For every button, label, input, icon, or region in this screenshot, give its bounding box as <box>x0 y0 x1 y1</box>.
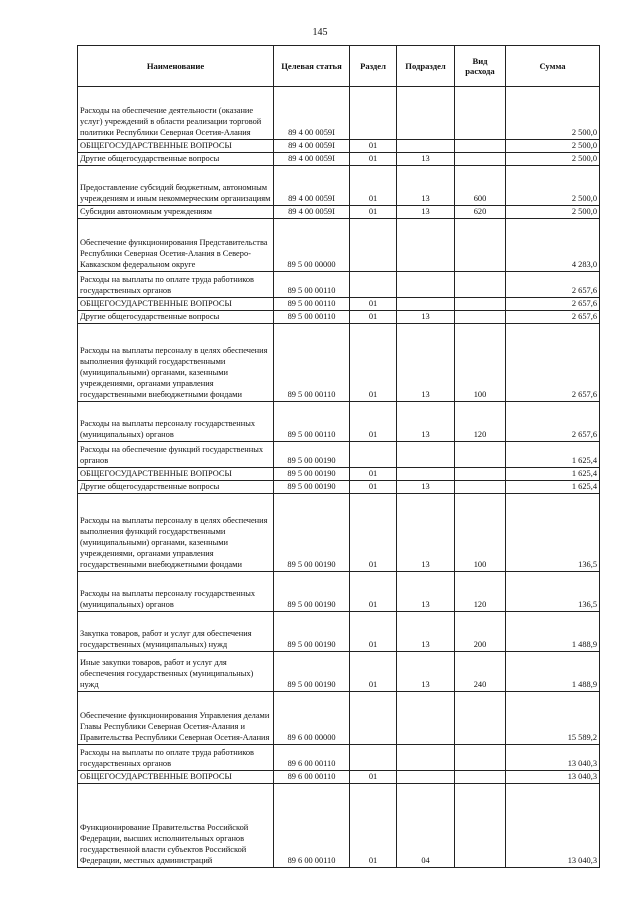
cell-section: 01 <box>350 206 397 219</box>
cell-name: Другие общегосударственные вопросы <box>78 311 274 324</box>
cell-sum: 2 657,6 <box>506 324 600 402</box>
cell-name: Расходы на выплаты персоналу в целях обеспечения выполнения функций государственными (муниципальными) органами, казенными учреждениями, органами управления государственными внебюджетными фондами <box>78 324 274 402</box>
table-row <box>78 784 600 868</box>
cell-kind <box>455 784 506 868</box>
cell-sum: 2 500,0 <box>506 140 600 153</box>
cell-kind <box>455 692 506 745</box>
cell-sum: 2 657,6 <box>506 272 600 298</box>
table-row <box>78 481 600 494</box>
cell-kind <box>455 153 506 166</box>
cell-subsection: 13 <box>397 481 455 494</box>
cell-subsection: 13 <box>397 494 455 572</box>
cell-kind: 100 <box>455 494 506 572</box>
table-row <box>78 494 600 572</box>
cell-sum: 2 657,6 <box>506 298 600 311</box>
cell-kind <box>455 442 506 468</box>
cell-sum: 1 488,9 <box>506 612 600 652</box>
cell-section: 01 <box>350 311 397 324</box>
table-row <box>78 298 600 311</box>
cell-name: Обеспечение функционирования Представительства Республики Северная Осетия-Алания в Северо-Кавказском федеральном округе <box>78 219 274 272</box>
cell-sum: 2 500,0 <box>506 206 600 219</box>
cell-subsection <box>397 272 455 298</box>
cell-name: Иные закупки товаров, работ и услуг для обеспечения государственных (муниципальных) нужд <box>78 652 274 692</box>
cell-code: 89 4 00 0059I <box>274 206 350 219</box>
cell-kind: 620 <box>455 206 506 219</box>
cell-name: ОБЩЕГОСУДАРСТВЕННЫЕ ВОПРОСЫ <box>78 298 274 311</box>
cell-sum: 136,5 <box>506 572 600 612</box>
cell-subsection <box>397 745 455 771</box>
cell-kind: 120 <box>455 572 506 612</box>
cell-kind <box>455 311 506 324</box>
cell-code: 89 4 00 0059I <box>274 153 350 166</box>
cell-kind <box>455 298 506 311</box>
cell-name: Предоставление субсидий бюджетным, автономным учреждениям и иным некоммерческим организациям <box>78 166 274 206</box>
cell-section <box>350 87 397 140</box>
table-row <box>78 402 600 442</box>
cell-subsection: 13 <box>397 402 455 442</box>
page-number: 145 <box>312 27 328 38</box>
cell-sum: 13 040,3 <box>506 745 600 771</box>
cell-code: 89 4 00 0059I <box>274 166 350 206</box>
cell-kind: 240 <box>455 652 506 692</box>
cell-name: Другие общегосударственные вопросы <box>78 481 274 494</box>
cell-section <box>350 692 397 745</box>
cell-code: 89 5 00 00190 <box>274 468 350 481</box>
cell-section: 01 <box>350 784 397 868</box>
cell-kind <box>455 272 506 298</box>
cell-kind <box>455 481 506 494</box>
cell-subsection: 13 <box>397 311 455 324</box>
header-section: Раздел <box>350 46 397 87</box>
cell-section: 01 <box>350 494 397 572</box>
cell-section: 01 <box>350 652 397 692</box>
header-sum: Сумма <box>506 46 600 87</box>
cell-code: 89 5 00 00190 <box>274 652 350 692</box>
table-row <box>78 652 600 692</box>
table-row <box>78 219 600 272</box>
cell-code: 89 6 00 00110 <box>274 784 350 868</box>
cell-kind <box>455 140 506 153</box>
cell-section <box>350 442 397 468</box>
cell-sum: 2 500,0 <box>506 153 600 166</box>
header-expense-kind: Вид расхода <box>455 46 506 87</box>
cell-name: ОБЩЕГОСУДАРСТВЕННЫЕ ВОПРОСЫ <box>78 468 274 481</box>
table-row <box>78 166 600 206</box>
cell-subsection <box>397 468 455 481</box>
cell-kind <box>455 745 506 771</box>
cell-kind <box>455 771 506 784</box>
cell-section: 01 <box>350 166 397 206</box>
budget-table <box>77 45 600 868</box>
cell-code: 89 6 00 00110 <box>274 745 350 771</box>
cell-section: 01 <box>350 298 397 311</box>
cell-code: 89 6 00 00110 <box>274 771 350 784</box>
header-target-article: Целевая статья <box>274 46 350 87</box>
cell-subsection <box>397 219 455 272</box>
cell-name: Расходы на выплаты по оплате труда работников государственных органов <box>78 745 274 771</box>
cell-name: Расходы на обеспечение функций государственных органов <box>78 442 274 468</box>
cell-section: 01 <box>350 153 397 166</box>
cell-subsection: 04 <box>397 784 455 868</box>
table-row <box>78 206 600 219</box>
cell-sum: 15 589,2 <box>506 692 600 745</box>
cell-section: 01 <box>350 468 397 481</box>
cell-section: 01 <box>350 771 397 784</box>
table-row <box>78 140 600 153</box>
cell-name: Расходы на обеспечение деятельности (оказание услуг) учреждений в области реализации торговой политики Республики Северная Осетия-Алания <box>78 87 274 140</box>
cell-section: 01 <box>350 140 397 153</box>
cell-sum: 2 657,6 <box>506 311 600 324</box>
table-row <box>78 612 600 652</box>
cell-kind: 100 <box>455 324 506 402</box>
cell-code: 89 5 00 00000 <box>274 219 350 272</box>
cell-sum: 2 657,6 <box>506 402 600 442</box>
cell-name: Обеспечение функционирования Управления делами Главы Республики Северная Осетия-Алания и Правительства Республики Северная Осетия-Алания <box>78 692 274 745</box>
cell-name: Закупка товаров, работ и услуг для обеспечения государственных (муниципальных) нужд <box>78 612 274 652</box>
cell-code: 89 5 00 00110 <box>274 324 350 402</box>
cell-sum: 2 500,0 <box>506 87 600 140</box>
table-row <box>78 468 600 481</box>
cell-code: 89 4 00 0059I <box>274 87 350 140</box>
cell-subsection: 13 <box>397 324 455 402</box>
cell-subsection: 13 <box>397 572 455 612</box>
header-subsection: Подраздел <box>397 46 455 87</box>
table-row <box>78 153 600 166</box>
cell-code: 89 5 00 00110 <box>274 402 350 442</box>
cell-code: 89 5 00 00190 <box>274 442 350 468</box>
cell-code: 89 5 00 00190 <box>274 494 350 572</box>
table-row <box>78 692 600 745</box>
cell-subsection <box>397 298 455 311</box>
table-row <box>78 87 600 140</box>
cell-section <box>350 745 397 771</box>
cell-name: Расходы на выплаты персоналу государственных (муниципальных) органов <box>78 572 274 612</box>
cell-code: 89 5 00 00110 <box>274 272 350 298</box>
cell-subsection <box>397 140 455 153</box>
cell-sum: 1 625,4 <box>506 442 600 468</box>
cell-sum: 1 625,4 <box>506 468 600 481</box>
cell-subsection <box>397 87 455 140</box>
cell-section: 01 <box>350 572 397 612</box>
cell-name: Расходы на выплаты персоналу в целях обеспечения выполнения функций государственными (муниципальными) органами, казенными учреждениями, органами управления государственными внебюджетными фондами <box>78 494 274 572</box>
cell-sum: 13 040,3 <box>506 784 600 868</box>
cell-code: 89 5 00 00190 <box>274 481 350 494</box>
cell-sum: 13 040,3 <box>506 771 600 784</box>
cell-subsection: 13 <box>397 153 455 166</box>
cell-name: ОБЩЕГОСУДАРСТВЕННЫЕ ВОПРОСЫ <box>78 140 274 153</box>
cell-code: 89 5 00 00190 <box>274 572 350 612</box>
cell-kind: 120 <box>455 402 506 442</box>
cell-name: Расходы на выплаты по оплате труда работников государственных органов <box>78 272 274 298</box>
cell-sum: 2 500,0 <box>506 166 600 206</box>
cell-section: 01 <box>350 402 397 442</box>
cell-section: 01 <box>350 612 397 652</box>
cell-name: Функционирование Правительства Российской Федерации, высших исполнительных органов государственной власти субъектов Российской Федерации, местных администраций <box>78 784 274 868</box>
cell-subsection <box>397 442 455 468</box>
cell-kind <box>455 87 506 140</box>
table-row <box>78 272 600 298</box>
cell-code: 89 5 00 00190 <box>274 612 350 652</box>
cell-section: 01 <box>350 481 397 494</box>
cell-sum: 136,5 <box>506 494 600 572</box>
cell-subsection: 13 <box>397 206 455 219</box>
cell-subsection: 13 <box>397 612 455 652</box>
cell-name: ОБЩЕГОСУДАРСТВЕННЫЕ ВОПРОСЫ <box>78 771 274 784</box>
cell-section <box>350 219 397 272</box>
cell-kind: 200 <box>455 612 506 652</box>
table-row <box>78 745 600 771</box>
cell-sum: 1 488,9 <box>506 652 600 692</box>
cell-code: 89 5 00 00110 <box>274 298 350 311</box>
cell-code: 89 5 00 00110 <box>274 311 350 324</box>
table-row <box>78 311 600 324</box>
cell-name: Расходы на выплаты персоналу государственных (муниципальных) органов <box>78 402 274 442</box>
cell-sum: 1 625,4 <box>506 481 600 494</box>
cell-code: 89 4 00 0059I <box>274 140 350 153</box>
table-row <box>78 442 600 468</box>
cell-kind <box>455 219 506 272</box>
table-row <box>78 771 600 784</box>
cell-name: Субсидии автономным учреждениям <box>78 206 274 219</box>
cell-subsection <box>397 692 455 745</box>
cell-subsection: 13 <box>397 652 455 692</box>
cell-kind <box>455 468 506 481</box>
header-name: Наименование <box>78 46 274 87</box>
cell-section: 01 <box>350 324 397 402</box>
cell-subsection: 13 <box>397 166 455 206</box>
cell-name: Другие общегосударственные вопросы <box>78 153 274 166</box>
table-row <box>78 324 600 402</box>
cell-kind: 600 <box>455 166 506 206</box>
table-header-row <box>78 46 600 87</box>
table-row <box>78 572 600 612</box>
cell-subsection <box>397 771 455 784</box>
cell-sum: 4 283,0 <box>506 219 600 272</box>
cell-section <box>350 272 397 298</box>
cell-code: 89 6 00 00000 <box>274 692 350 745</box>
